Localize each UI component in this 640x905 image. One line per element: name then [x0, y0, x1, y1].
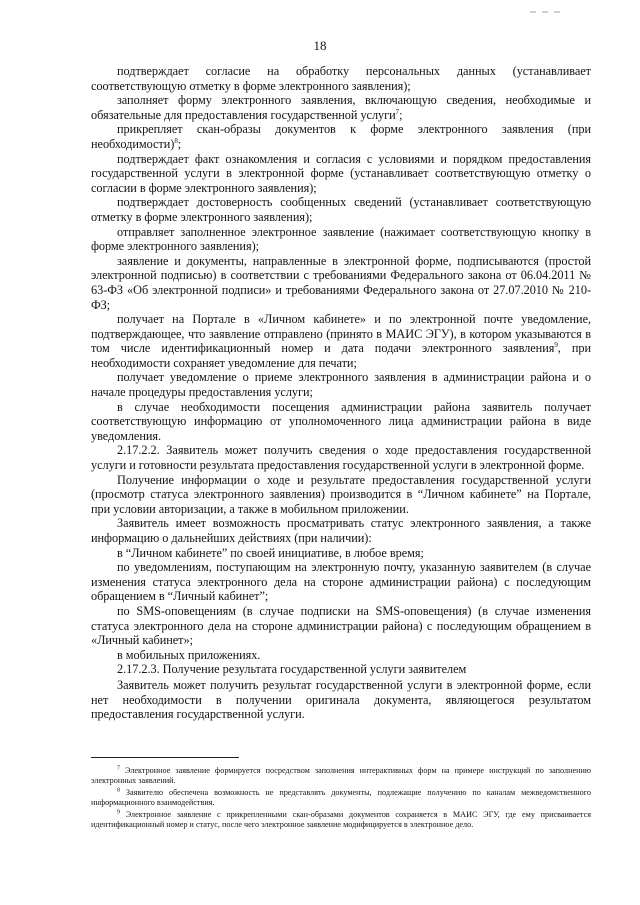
paragraph: 2.17.2.2. Заявитель может получить сведения о ходе предоставления государственной услуги и готовности результата предоставления государственной услуги в электронной форме.	[91, 443, 591, 473]
paragraph-tail: ;	[399, 107, 403, 122]
paragraph	[91, 122, 591, 151]
footnote-mark: 8	[117, 787, 120, 794]
paragraph: отправляет заполненное электронное заявление (нажимает соответствующую кнопку в форме электронного заявления);	[91, 224, 591, 254]
paragraph-tail: ;	[177, 136, 182, 151]
paragraph: получает уведомление о приеме электронного заявления в администрации района и о начале процедуры предоставления услуги;	[91, 370, 591, 400]
paragraph: в мобильных приложениях.	[117, 647, 261, 662]
paragraph: по SMS-оповещениям (в случае подписки на SMS-оповещения) (в случае изменения статуса электронного дела на стороне администрации района) с последующим обращением в «Личный кабинет»;	[91, 603, 591, 648]
footnotes	[91, 766, 591, 831]
paragraph: заявление и документы, направленные в электронной форме, подписываются (простой электронной подписью) в соответствии с требованиями Федерального закона от 06.04.2011 № 63-ФЗ «Об электронной подписи» и требованиями Федерального закона от 27.07.2010 № 210-ФЗ;	[91, 253, 591, 312]
paragraph: в случае необходимости посещения администрации района заявитель получает соответствующую информацию от уполномоченного лица администрации района в виде уведомления.	[91, 399, 591, 443]
footnote	[91, 810, 591, 831]
paragraph: по уведомлениям, поступающим на электронную почту, указанную заявителем (в случае изменения статуса электронного дела на стороне администрации района) с последующим обращением в “Личный кабинет”;	[91, 560, 591, 604]
paragraph: подтверждает согласие на обработку персональных данных (устанавливает соответствующую отметку в форме электронного заявления);	[91, 64, 591, 93]
document-body	[91, 64, 591, 722]
paragraph: подтверждает факт ознакомления и согласия с условиями и порядком предоставления государственной услуги в электронной форме (устанавливает соответствующую отметку о согласии в форме электронного заявления);	[91, 151, 591, 195]
section-heading: 2.17.2.3. Получение результата государственной услуги заявителем	[117, 662, 467, 677]
footnote-text: Заявителю обеспечена возможность не представлять документы, подлежащие получению по каналам межведомственного информационного взаимодействия.	[91, 787, 591, 808]
scan-artifact	[530, 0, 580, 4]
footnote-ref[interactable]: 7	[395, 107, 400, 116]
footnote	[91, 766, 591, 787]
footnote	[91, 788, 591, 809]
paragraph: подтверждает достоверность сообщенных сведений (устанавливает соответствующую отметку в форме электронного заявления);	[91, 195, 591, 224]
paragraph: Получение информации о ходе и результате предоставления государственной услуги (просмотр статуса электронного заявления) производится в “Личном кабинете” на Портале, при условии авторизации, а также в мобильном приложении.	[91, 472, 591, 516]
paragraph-text: прикрепляет скан-образы документов к форме электронного заявления (при необходимости)	[91, 122, 591, 151]
footnote-ref[interactable]: 8	[174, 136, 178, 145]
page-number: 18	[313, 38, 327, 53]
footnote-text: Электронное заявление формируется посредством заполнения интерактивных форм на примере инструкций по заполнению электронных заявлений.	[91, 766, 591, 786]
footnote-separator	[91, 757, 239, 758]
footnote-mark: 7	[117, 765, 120, 772]
paragraph	[91, 93, 591, 122]
paragraph-text: заполняет форму электронного заявления, включающую сведения, необходимые и обязательные для предоставления государственной услуги	[91, 93, 591, 122]
paragraph: Заявитель имеет возможность просматривать статус электронного заявления, а также информацию о дальнейших действиях (при наличии):	[91, 516, 591, 545]
paragraph-text: получает на Портале в «Личном кабинете» и по электронной почте уведомление, подтверждающее, что заявление отправлено (принято в МАИС ЭГУ), в котором указываются в том числе идентификационный номер и дата подачи электронного заявления	[91, 312, 591, 356]
footnote-ref[interactable]: 9	[554, 341, 558, 350]
paragraph-tail: , при необходимости сохраняет уведомление для печати;	[91, 341, 591, 370]
paragraph	[91, 312, 591, 370]
footnote-mark: 9	[117, 808, 120, 815]
paragraph: Заявитель может получить результат государственной услуги в электронной форме, если нет необходимости в получении оригинала документа, являющегося результатом предоставления государственной услуги.	[91, 677, 591, 722]
footnote-text: Электронное заявление с прикрепленными скан-образами документов сохраняется в МАИС ЭГУ, где ему присваивается идентификационный номер и статус, после чего электронное заявление модифицируется в электронное дело.	[91, 809, 591, 830]
paragraph: в “Личном кабинете” по своей инициативе, в любое время;	[117, 545, 424, 560]
